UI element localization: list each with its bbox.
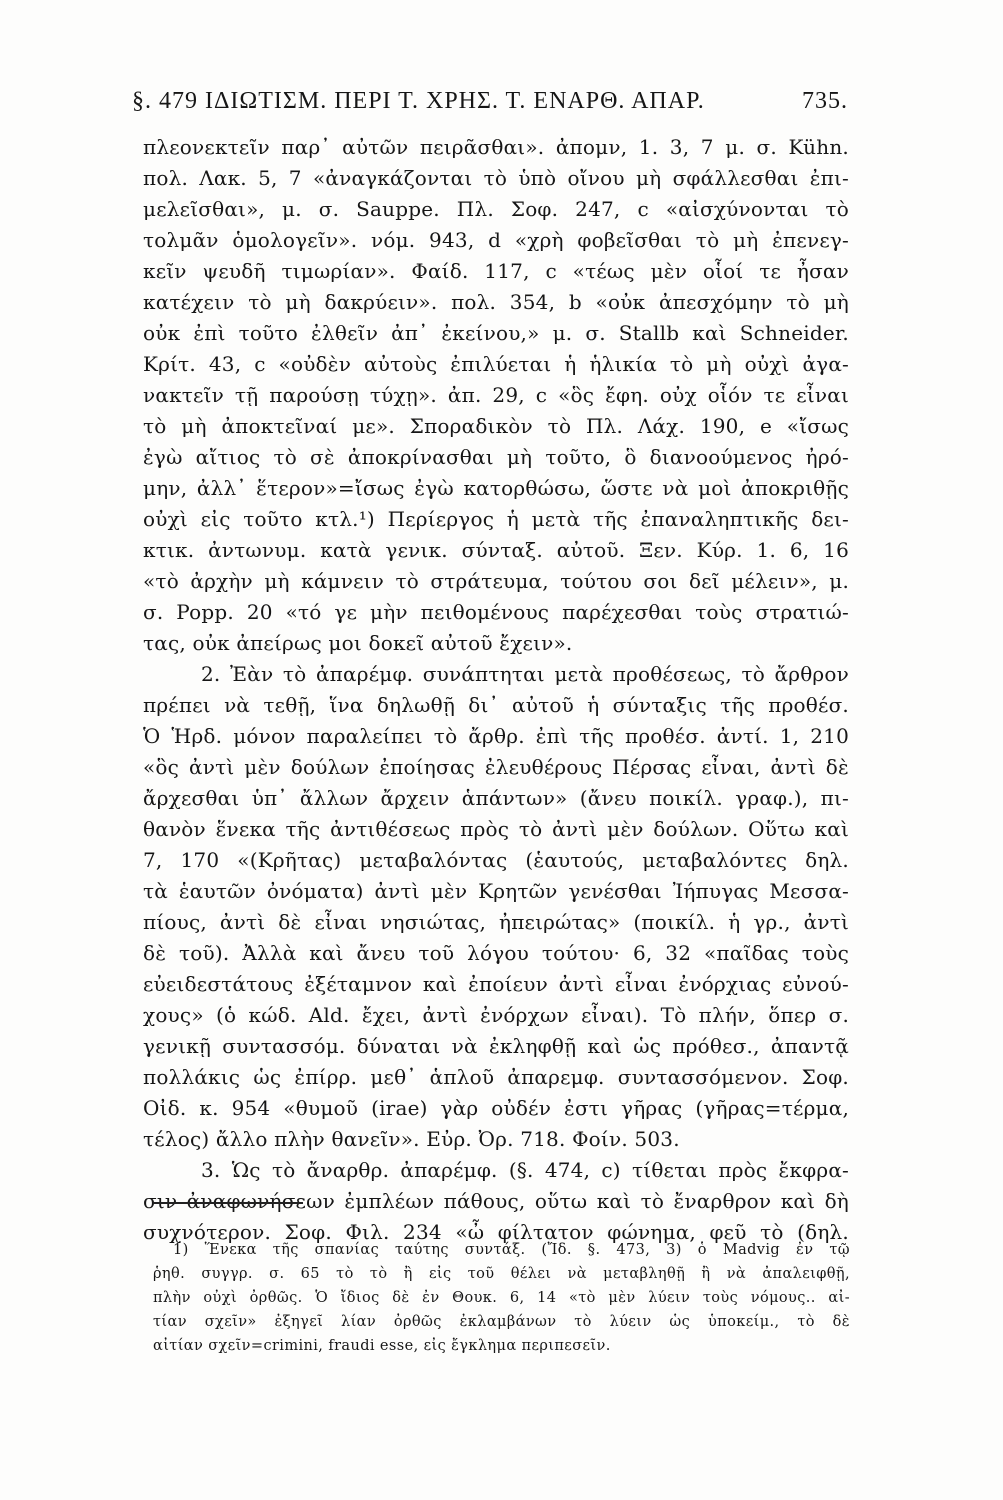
running-title: §. 479 ΙΔΙΩΤΙΣΜ. ΠΕΡΙ Τ. ΧΡΗΣ. Τ. ΕΝΑΡΘ. ΑΠΑΡ. — [132, 88, 705, 114]
text-line: σιν ἀναφωνήσεων ἐμπλέων πάθους, οὕτω καὶ τὸ ἔναρθρον καὶ δὴ — [143, 1189, 849, 1213]
text-line: θανὸν ἕνεκα τῆς ἀντιθέσεως πρὸς τὸ ἀντὶ μὲν δούλων. Οὕτω καὶ — [143, 817, 849, 841]
text-line: τὰ ἑαυτῶν ὀνόματα) ἀντὶ μὲν Κρητῶν γενέσθαι Ἰήπυγας Μεσσα- — [143, 879, 849, 903]
text-line: ἐγὼ αἴτιος τὸ σὲ ἀποκρίνασθαι μὴ τοῦτο, ὃ διανοούμενος ἠρό- — [143, 445, 849, 469]
footnote-line: πλὴν οὐχὶ ὀρθῶς. Ὁ ἴδιος δὲ ἐν Θουκ. 6, 14 «τὸ μὲν λύειν τοὺς νόμους.. αἰ- — [153, 1290, 850, 1306]
text-line: κεῖν ψευδῆ τιμωρίαν». Φαίδ. 117, c «τέως μὲν οἷοί τε ἦσαν — [143, 259, 849, 283]
text-line: τὸ μὴ ἀποκτεῖναί με». Σποραδικὸν τὸ Πλ. Λάχ. 190, e «ἴσως — [143, 414, 849, 438]
text-line: μελεῖσθαι», μ. σ. Sauppe. Πλ. Σοφ. 247, c «αἰσχύνονται τὸ — [143, 197, 849, 221]
footnote-line: 1) Ἕνεκα τῆς σπανίας ταύτης συντάξ. (Ἴδ. §. 473, 3) ὁ Madvig ἐν τῷ — [173, 1242, 850, 1258]
text-line: δὲ τοῦ). Ἀλλὰ καὶ ἄνευ τοῦ λόγου τούτου· 6, 32 «παῖδας τοὺς — [143, 941, 849, 965]
text-line: εὐειδεστάτους ἐξέταμνον καὶ ἐποίευν ἀντὶ εἶναι ἐνόρχιας εὐνού- — [143, 972, 849, 996]
text-line: Οἰδ. κ. 954 «θυμοῦ (irae) γὰρ οὐδέν ἐστι γῆρας (γῆρας=τέρμα, — [143, 1096, 849, 1120]
text-line: κτικ. ἀντωνυμ. κατὰ γενικ. σύνταξ. αὐτοῦ. Ξεν. Κύρ. 1. 6, 16 — [143, 538, 849, 562]
text-line: οὐκ ἐπὶ τοῦτο ἐλθεῖν ἀπ᾿ ἐκείνου,» μ. σ. Stallb καὶ Schneider. — [143, 321, 849, 345]
text-line: πλεονεκτεῖν παρ᾿ αὐτῶν πειρᾶσθαι». ἀπομν, 1. 3, 7 μ. σ. Kühn. — [143, 135, 849, 159]
text-line: Ὁ Ἡρδ. μόνον παραλείπει τὸ ἄρθρ. ἐπὶ τῆς προθέσ. ἀντί. 1, 210 — [143, 724, 849, 748]
section-3-first-line: 3. Ὡς τὸ ἄναρθρ. ἀπαρέμφ. (§. 474, c) τίθεται πρὸς ἔκφρα- — [201, 1158, 849, 1182]
footnote-line: ῥηθ. συγγρ. σ. 65 τὸ τὸ ἢ εἰς τοῦ θέλει νὰ μεταβληθῇ ἢ νὰ ἀπαλειφθῇ, — [153, 1266, 850, 1282]
text-line: τολμᾶν ὁμολογεῖν». νόμ. 943, d «χρὴ φοβεῖσθαι τὸ μὴ ἐπενεγ- — [143, 228, 849, 252]
footnote-line: αἰτίαν σχεῖν=crimini, fraudi esse, εἰς ἔγκλημα περιπεσεῖν. — [153, 1338, 611, 1354]
page-number: 735. — [802, 88, 848, 114]
text-line: 7, 170 «(Κρῆτας) μεταβαλόντας (ἑαυτούς, μεταβαλόντες δηλ. — [143, 848, 849, 872]
text-line: τας, οὐκ ἀπείρως μοι δοκεῖ αὐτοῦ ἔχειν». — [143, 631, 573, 655]
text-line: συχνότερον. Σοφ. Φιλ. 234 «ὦ φίλτατον φώνημα, φεῦ τὸ (δηλ. — [143, 1220, 849, 1244]
text-line: σ. Popp. 20 «τό γε μὴν πειθομένους παρέχεσθαι τοὺς στρατιώ- — [143, 600, 849, 624]
text-line: μην, ἀλλ᾿ ἕτερον»=ἴσως ἐγὼ κατορθώσω, ὥστε νὰ μοὶ ἀποκριθῇς — [143, 476, 849, 500]
text-line: τέλος) ἄλλο πλὴν θανεῖν». Εὐρ. Ὀρ. 718. Φοίν. 503. — [143, 1127, 680, 1151]
text-line: γενικῇ συντασσόμ. δύναται νὰ ἐκληφθῇ καὶ ὡς πρόθεσ., ἀπαντᾷ — [143, 1034, 849, 1058]
text-line: νακτεῖν τῇ παρούσῃ τύχῃ». ἀπ. 29, c «ὃς ἔφη. οὐχ οἷόν τε εἶναι — [143, 383, 849, 407]
running-header — [132, 88, 848, 124]
footnote — [153, 1238, 850, 1358]
text-line: Κρίτ. 43, c «οὐδὲν αὐτοὺς ἐπιλύεται ἡ ἡλικία τὸ μὴ οὐχὶ ἀγα- — [143, 352, 849, 376]
text-line: «τὸ ἀρχὴν μὴ κάμνειν τὸ στράτευμα, τούτου σοι δεῖ μέλειν», μ. — [143, 569, 849, 593]
text-line: κατέχειν τὸ μὴ δακρύειν». πολ. 354, b «οὐκ ἀπεσχόμην τὸ μὴ — [143, 290, 849, 314]
footnote-line: τίαν σχεῖν» ἐξηγεῖ λίαν ὀρθῶς ἐκλαμβάνων τὸ λύειν ὡς ὑποκείμ., τὸ δὲ — [153, 1314, 850, 1330]
text-line: πολλάκις ὡς ἐπίρρ. μεθ᾿ ἁπλοῦ ἀπαρεμφ. συντασσόμενον. Σοφ. — [143, 1065, 849, 1089]
section-2-first-line: 2. Ἐὰν τὸ ἀπαρέμφ. συνάπτηται μετὰ προθέσεως, τὸ ἄρθρον — [201, 662, 849, 686]
footnote-rule — [153, 1202, 303, 1204]
text-line: πίους, ἀντὶ δὲ εἶναι νησιώτας, ἠπειρώτας» (ποικίλ. ἡ γρ., ἀντὶ — [143, 910, 849, 934]
text-line: οὐχὶ εἰς τοῦτο κτλ.¹) Περίεργος ἡ μετὰ τῆς ἐπαναληπτικῆς δει- — [143, 507, 849, 531]
text-line: χους» (ὁ κώδ. Ald. ἔχει, ἀντὶ ἐνόρχων εἶναι). Τὸ πλήν, ὅπερ σ. — [143, 1003, 849, 1027]
text-line: «ὃς ἀντὶ μὲν δούλων ἐποίησας ἐλευθέρους Πέρσας εἶναι, ἀντὶ δὲ — [143, 755, 849, 779]
text-line: πολ. Λακ. 5, 7 «ἀναγκάζονται τὸ ὑπὸ οἴνου μὴ σφάλλεσθαι ἐπι- — [143, 166, 849, 190]
main-text — [143, 132, 849, 1248]
text-line: ἄρχεσθαι ὑπ᾿ ἄλλων ἄρχειν ἁπάντων» (ἄνευ ποικίλ. γραφ.), πι- — [143, 786, 849, 810]
text-line: πρέπει νὰ τεθῇ, ἵνα δηλωθῇ δι᾿ αὐτοῦ ἡ σύνταξις τῆς προθέσ. — [143, 693, 849, 717]
